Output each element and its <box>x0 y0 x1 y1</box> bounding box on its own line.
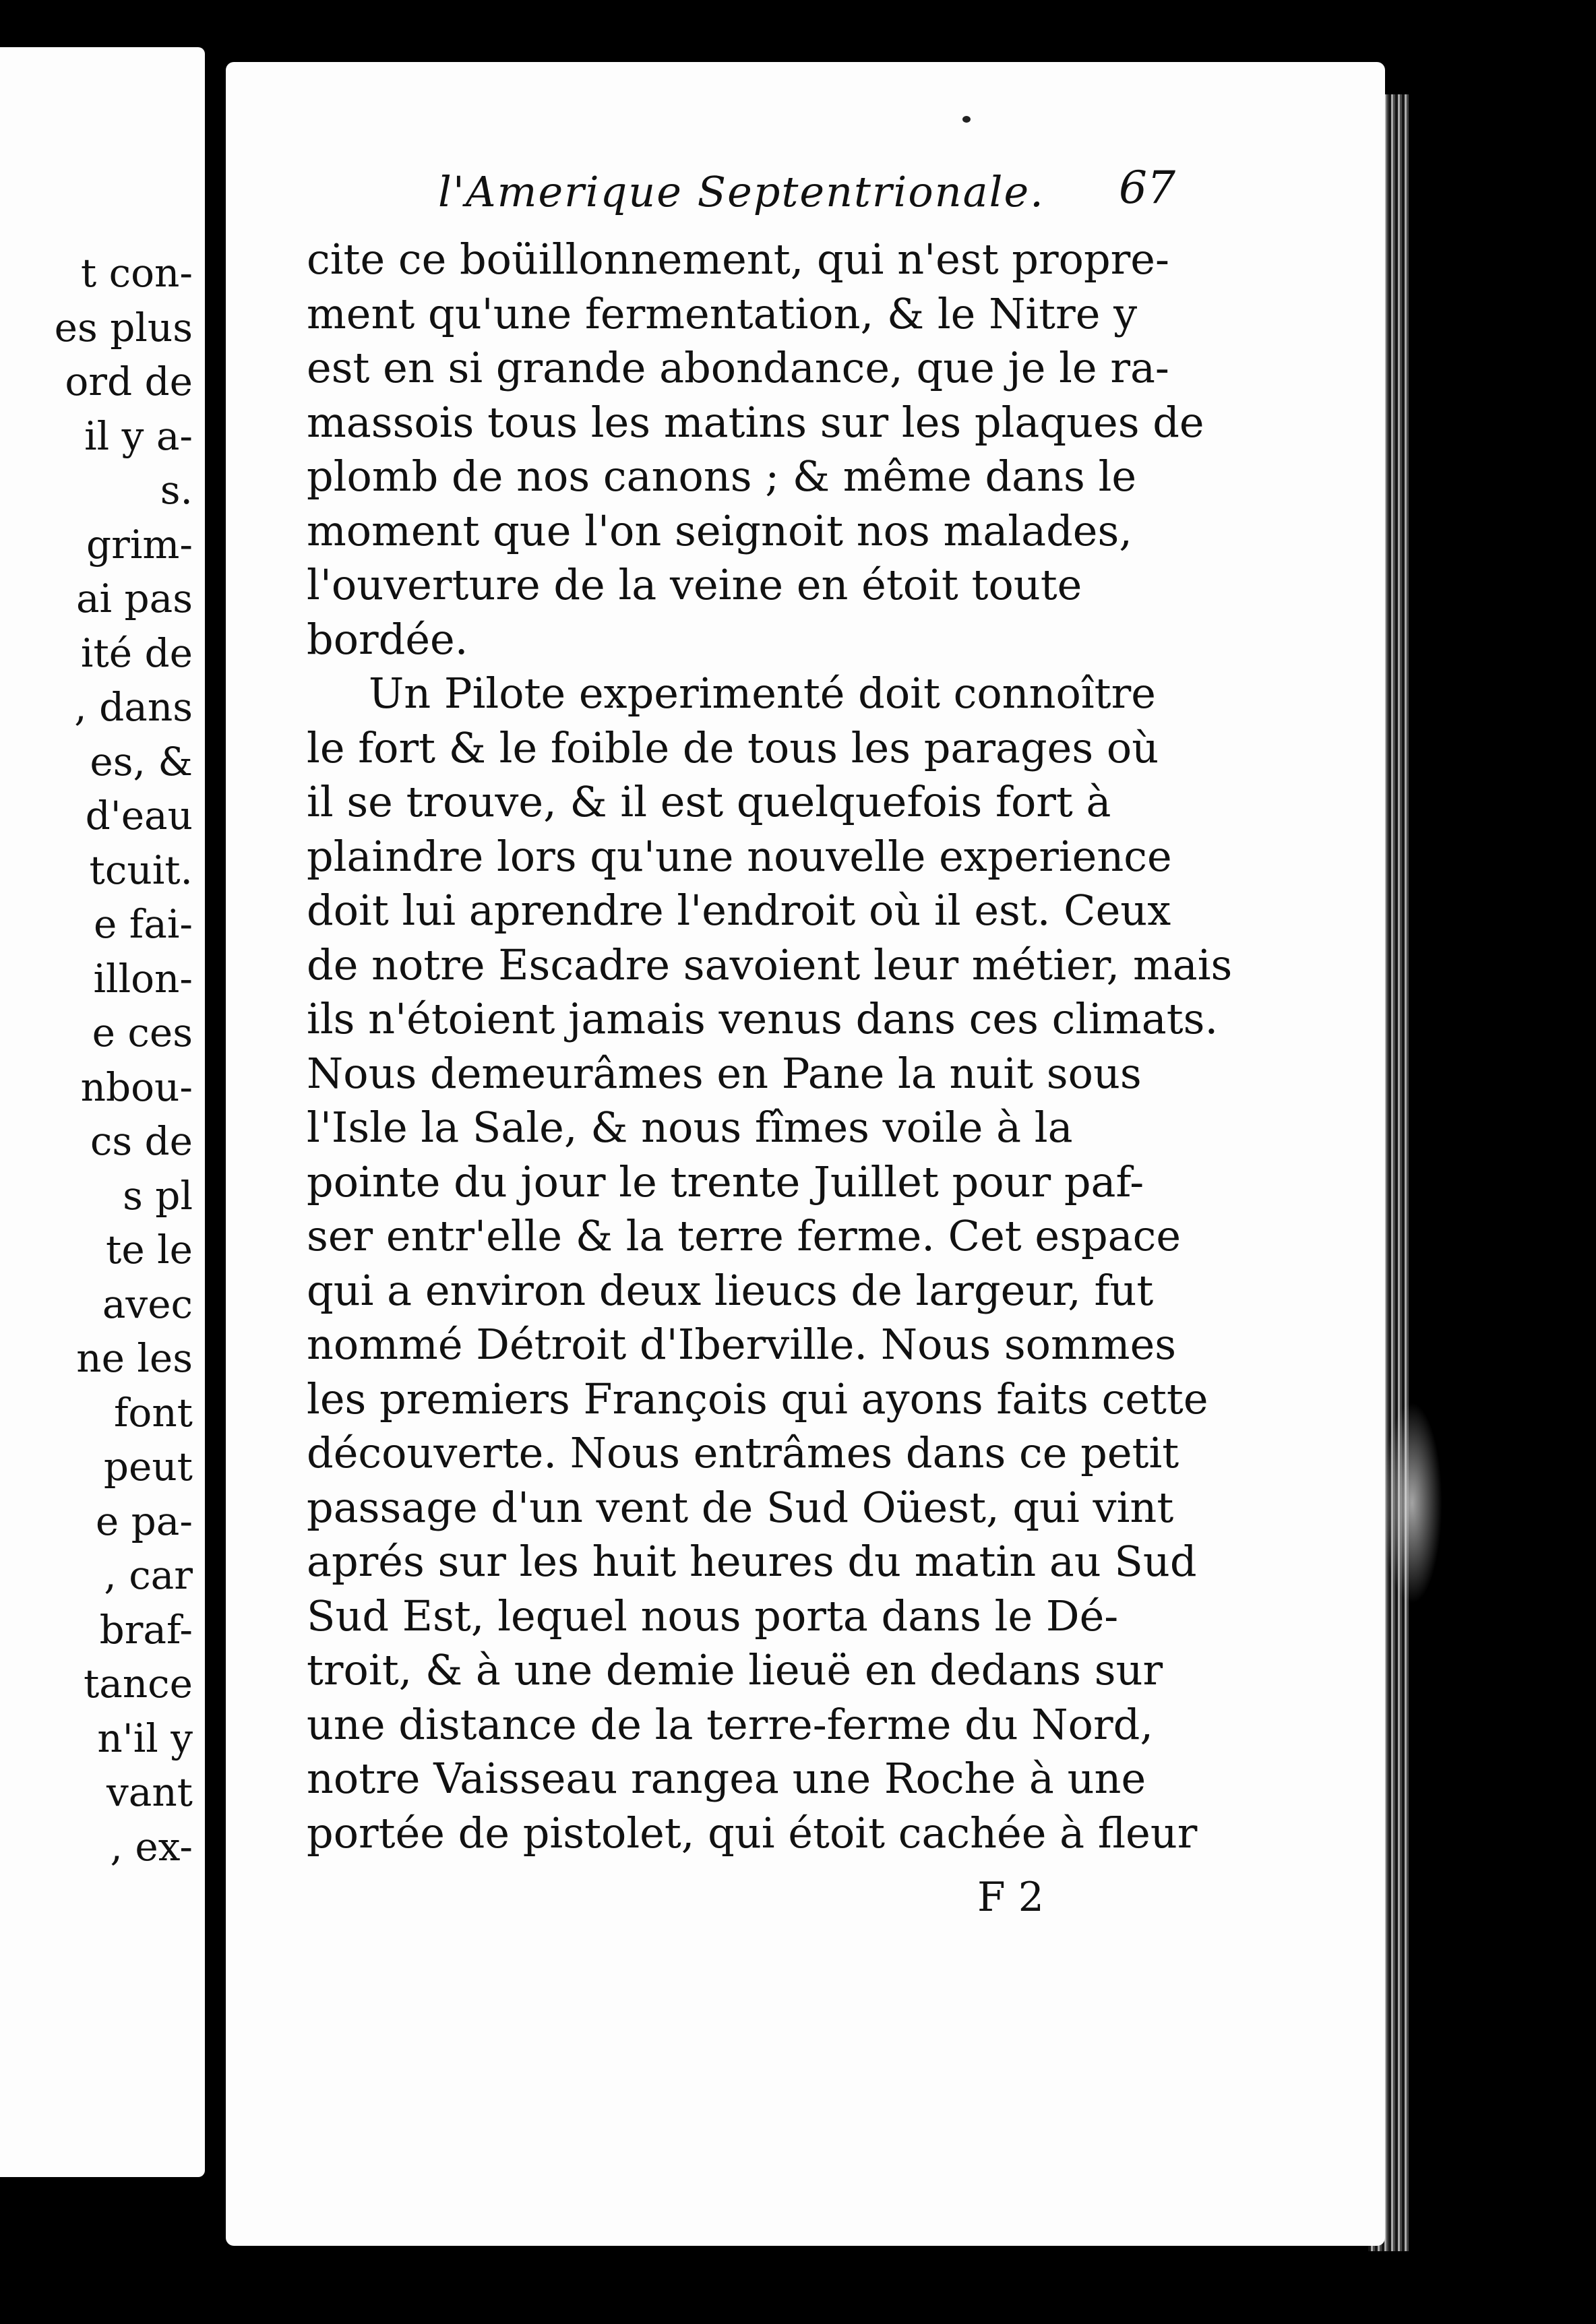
previous-page-line: tance <box>83 1661 193 1707</box>
previous-page-line: grim- <box>86 521 193 568</box>
text-line: moment que l'on seignoit nos malades, <box>307 506 1132 555</box>
text-line: Nous demeurâmes en Pane la nuit sous <box>307 1048 1142 1098</box>
previous-page-line: ord de <box>65 359 193 404</box>
previous-page-line: il y a- <box>84 412 193 459</box>
text-line: ment qu'une fermentation, & le Nitre y <box>307 288 1138 338</box>
text-line: découverte. Nous entrâmes dans ce petit <box>307 1428 1179 1477</box>
previous-page-line: e pa- <box>95 1498 193 1544</box>
text-line: Sud Est, lequel nous porta dans le Dé- <box>307 1591 1119 1641</box>
text-line: Un Pilote experimenté doit connoître <box>369 669 1156 718</box>
previous-page-line: tcuit. <box>89 847 193 893</box>
previous-page-line: , car <box>104 1552 193 1598</box>
previous-page-line: ité de <box>80 630 193 676</box>
previous-page-line: ai pas <box>75 576 193 621</box>
previous-page-line: e fai- <box>94 901 193 947</box>
text-line: passage d'un vent de Sud Oüest, qui vint <box>307 1482 1174 1532</box>
text-line: le fort & le foible de tous les parages où <box>307 723 1159 772</box>
text-line: l'Isle la Sale, & nous fîmes voile à la <box>307 1103 1073 1152</box>
previous-page-line: es, & <box>90 738 193 785</box>
text-line: ils n'étoient jamais venus dans ces climats. <box>307 994 1219 1043</box>
previous-page-line: s. <box>160 467 193 513</box>
text-line: l'ouverture de la veine en étoit toute <box>307 560 1082 609</box>
text-line: les premiers François qui ayons faits cette <box>307 1374 1208 1424</box>
previous-page-line: ne les <box>76 1335 193 1381</box>
previous-page-line: , dans <box>74 684 193 730</box>
previous-page-line: te le <box>106 1227 193 1273</box>
text-line: qui a environ deux lieucs de largeur, fut <box>307 1265 1154 1315</box>
previous-page-line: d'eau <box>85 793 193 838</box>
text-line: portée de pistolet, qui étoit cachée à fleur <box>307 1808 1198 1858</box>
ink-dot <box>962 116 971 123</box>
previous-page-line: es plus <box>54 304 193 350</box>
previous-page-line: cs de <box>90 1118 193 1164</box>
text-line: pointe du jour le trente Juillet pour paf- <box>307 1157 1144 1206</box>
previous-page <box>0 47 205 2177</box>
running-head: l'Amerique Septentrionale. <box>438 167 1045 216</box>
text-line: massois tous les matins sur les plaques de <box>307 397 1204 447</box>
text-line: une distance de la terre-ferme du Nord, <box>307 1699 1154 1749</box>
text-line: il se trouve, & il est quelquefois fort à <box>307 777 1111 826</box>
page-body-text <box>307 233 1233 1860</box>
previous-page-line: n'il y <box>97 1715 193 1761</box>
text-line: plomb de nos canons ; & même dans le <box>307 452 1137 501</box>
page-number: 67 <box>1119 162 1175 214</box>
previous-page-line: vant <box>106 1769 193 1815</box>
previous-page-line: avec <box>102 1281 193 1327</box>
text-line: plaindre lors qu'une nouvelle experience <box>307 831 1172 881</box>
signature-mark: F 2 <box>977 1874 1044 1921</box>
previous-page-line: peut <box>103 1444 193 1490</box>
text-line: est en si grande abondance, que je le ra- <box>307 343 1169 392</box>
previous-page-line: nbou- <box>80 1064 193 1110</box>
previous-page-line: font <box>113 1389 193 1436</box>
previous-page-line: e ces <box>92 1010 193 1056</box>
previous-page-line: s pl <box>123 1172 193 1219</box>
text-line: aprés sur les huit heures du matin au Sud <box>307 1537 1197 1586</box>
previous-page-line: t con- <box>80 250 193 296</box>
previous-page-text <box>55 246 193 1874</box>
previous-page-line: , ex- <box>110 1823 193 1870</box>
text-line: nommé Détroit d'Iberville. Nous sommes <box>307 1320 1177 1369</box>
previous-page-line: braf- <box>99 1606 193 1653</box>
text-line: ser entr'elle & la terre ferme. Cet espace <box>307 1211 1181 1260</box>
previous-page-line: illon- <box>93 955 193 1002</box>
text-line: notre Vaisseau rangea une Roche à une <box>307 1754 1146 1803</box>
edge-smear <box>1382 1402 1442 1604</box>
text-line: cite ce boüillonnement, qui n'est propre- <box>307 235 1169 284</box>
text-line: troit, & à une demie lieuë en dedans sur <box>307 1645 1163 1694</box>
text-line: de notre Escadre savoient leur métier, mais <box>307 940 1233 989</box>
text-line: doit lui aprendre l'endroit où il est. Ceux <box>307 886 1171 935</box>
text-line: bordée. <box>307 614 468 664</box>
